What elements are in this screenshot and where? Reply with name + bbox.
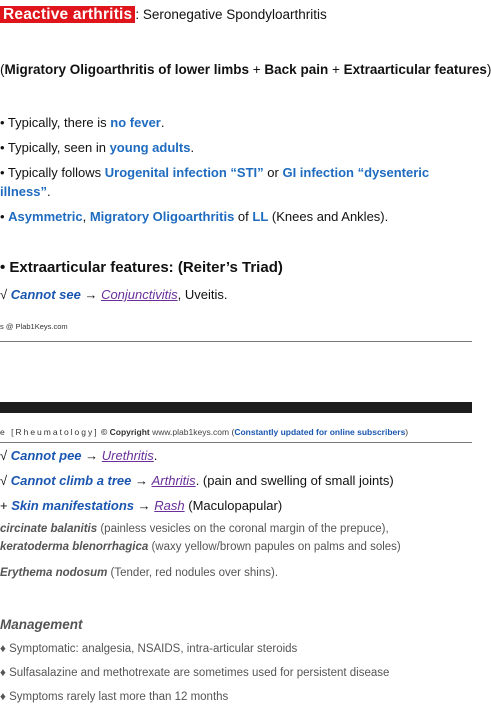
bullet-highlight: young adults [109,140,191,155]
description: (Tender, red nodules over shins). [107,567,279,579]
bullet-text: . [46,184,51,199]
bullet-text: • Typically, seen in [0,140,110,155]
bullet-highlight: GI infection “dysenteric [282,165,430,180]
bullet-text: , [82,209,90,224]
bullet-follows-infection-cont [0,184,51,199]
triad-label: Cannot climb a tree [10,473,132,488]
header-url: www.plab1keys.com [152,427,230,437]
arrow-icon: → [80,287,102,302]
plus-mark: + [0,498,12,513]
triad-label: Cannot see [10,287,81,302]
term: Erythema nodosum [0,567,108,579]
bullet-highlight: Migratory Oligoarthritis [89,209,235,224]
arthritis-link[interactable]: Arthritis [151,473,196,488]
bullet-no-fever [0,115,164,130]
term: circinate balanitis [0,523,98,535]
conjunctivitis-link[interactable]: Conjunctivitis [101,287,178,302]
management-heading: Management [0,617,83,632]
triad-see [0,287,228,302]
bullet-text: • Typically, there is [0,115,111,130]
header-subscribers: Constantly updated for online subscribers [234,427,406,437]
section-heading: • Extraarticular features: (Reiter’s Triad) [0,259,283,276]
skin-text: (Maculopapular) [184,498,283,513]
bullet-follows-infection [0,165,429,180]
bullet-text: . [160,115,165,130]
triad-label: Cannot pee [10,448,82,463]
divider [0,341,472,342]
header-paren: ) [405,427,409,437]
header-paren: ( [229,427,235,437]
summary-extraarticular: Extraarticular features [343,62,487,77]
bullet-text: • Typically follows [0,165,105,180]
arrow-icon: → [131,473,152,488]
bullet-highlight: illness” [0,184,47,199]
bullet-text: of [234,209,253,224]
summary-close: ) [486,62,491,77]
term: keratoderma blenorrhagica [0,541,149,553]
skin-label: Skin manifestations [11,498,135,513]
triad-text: , Uveitis. [177,287,228,302]
bullet-highlight: no fever [110,115,161,130]
rash-link[interactable]: Rash [154,498,185,513]
erythema-nodosum [0,567,278,579]
triad-text: . [153,448,158,463]
check-mark: √ [0,287,11,302]
bullet-highlight: LL [252,209,269,224]
management-item: ♦ Symptomatic: analgesia, NSAIDS, intra-articular steroids [0,643,298,655]
header-copyright: © Copyright [98,427,153,437]
summary-line [0,62,491,77]
bullet-highlight: Asymmetric [8,209,83,224]
summary-plus-2: + [328,62,344,77]
arrow-icon: → [134,498,155,513]
circinate-balanitis [0,523,389,535]
title-tag: Reactive arthritis [0,6,135,23]
bullet-text: or [263,165,283,180]
summary-oligoarthritis: Migratory Oligoarthritis of lower limbs [4,62,250,77]
urethritis-link[interactable]: Urethritis [101,448,154,463]
header-section: e [Rheumatology] [0,427,99,437]
bullet-young-adults [0,140,194,155]
check-mark: √ [0,473,11,488]
divider [0,442,472,443]
triad-text: . (pain and swelling of small joints) [195,473,394,488]
bullet-text: (Knees and Ankles). [268,209,389,224]
summary-back-pain: Back pain [264,62,329,77]
page-title [0,6,327,24]
summary-open: ( [0,62,5,77]
management-item: ♦ Sulfasalazine and methotrexate are sometimes used for persistent disease [0,667,390,679]
skin-manifestations [0,498,282,513]
arrow-icon: → [81,448,102,463]
summary-plus-1: + [249,62,265,77]
bullet-text: . [190,140,195,155]
page-break-bar [0,402,472,413]
bullet-asymmetric [0,209,388,224]
page-header [0,427,408,437]
title-rest: : Seronegative Spondyloarthritis [135,7,327,22]
page-footer: s @ Plab1Keys.com [0,322,68,331]
triad-pee [0,448,157,463]
keratoderma [0,541,401,553]
description: (painless vesicles on the coronal margin of the prepuce), [97,523,389,535]
bullet-highlight: Urogenital infection “STI” [104,165,264,180]
triad-climb [0,473,394,488]
check-mark: √ [0,448,11,463]
bullet-text: • [0,209,9,224]
description: (waxy yellow/brown papules on palms and soles) [148,541,401,553]
management-item: ♦ Symptoms rarely last more than 12 months [0,691,229,703]
